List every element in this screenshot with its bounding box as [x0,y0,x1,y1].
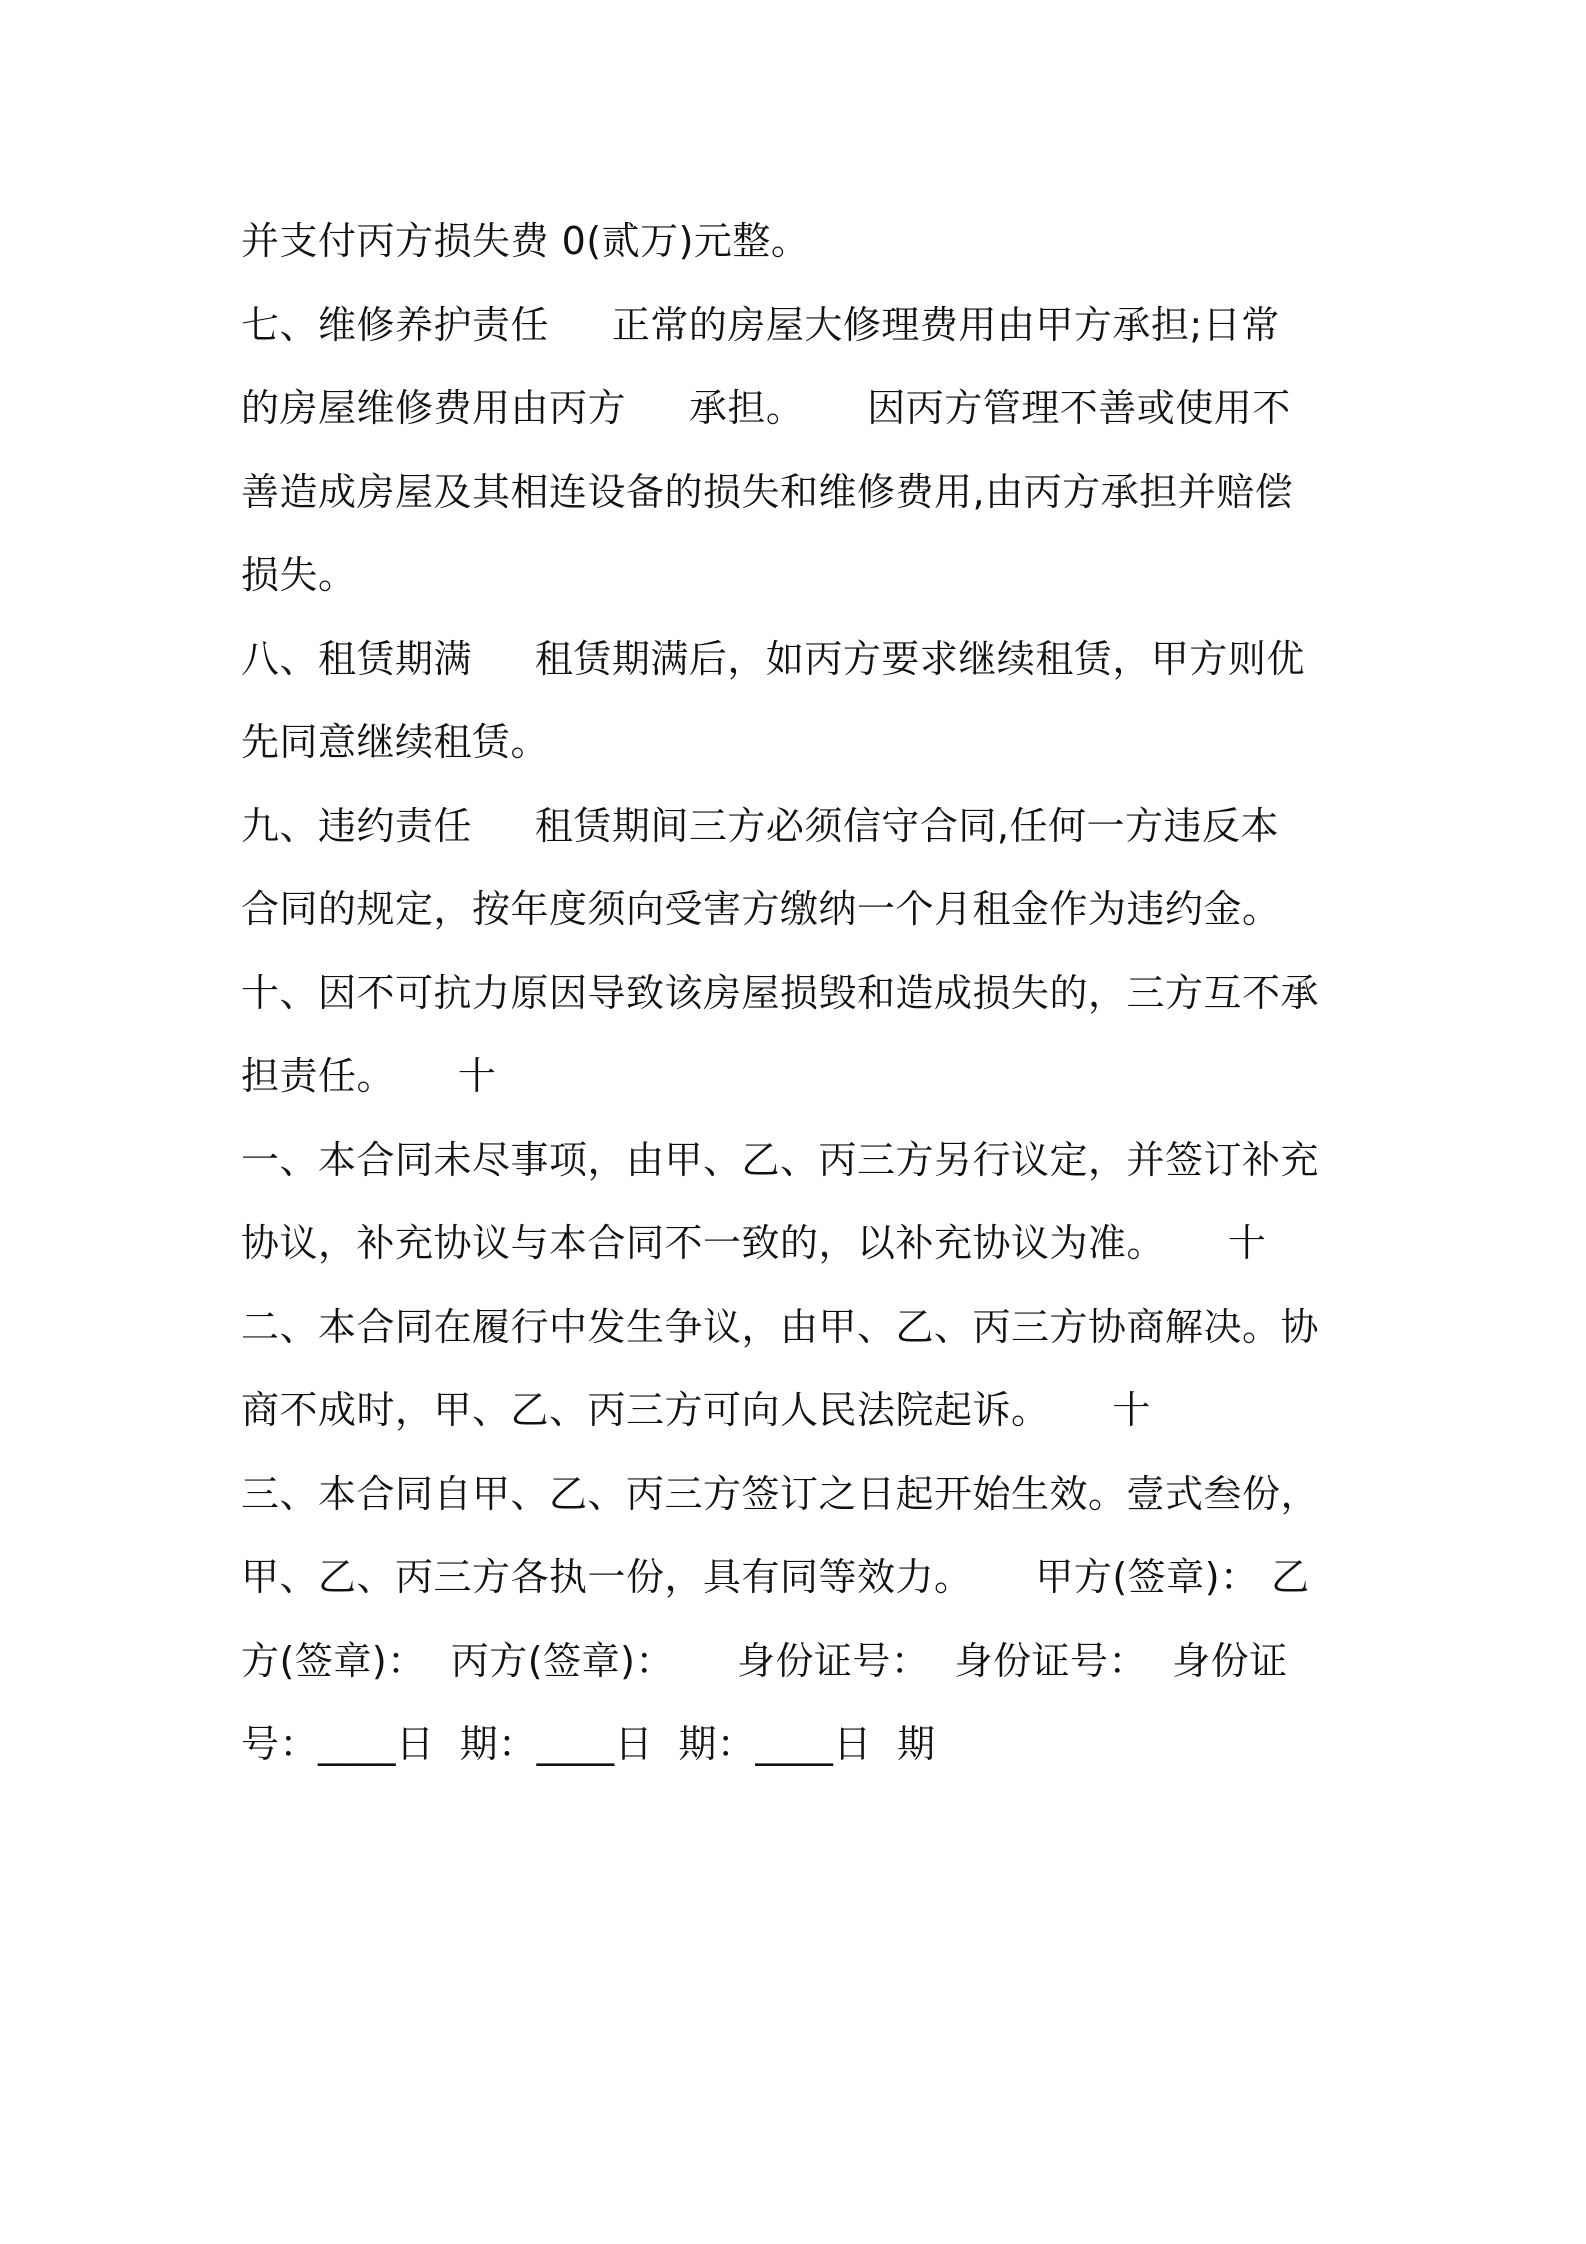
text-line: 一、本合同未尽事项，由甲、乙、丙三方另行议定，并签订补充 [241,1137,1320,1182]
text-line: 协议，补充协议与本合同不一致的，以补充协议为准。 十 [241,1221,1267,1265]
text-line: 十、因不可抗力原因导致该房屋损毁和造成损失的，三方互不承 [241,970,1320,1015]
text-line: 商不成时，甲、乙、丙三方可向人民法院起诉。 十 [241,1388,1151,1432]
text-line: 七、维修养护责任 正常的房屋大修理费用由甲方承担;日常 [241,302,1280,347]
text-line: 合同的规定，按年度须向受害方缴纳一个月租金作为违约金。 [241,887,1281,931]
text-line: 号：____日 期：____日 期：____日 期 [241,1722,936,1766]
text-line: 二、本合同在履行中发生争议，由甲、乙、丙三方协商解决。协 [241,1304,1320,1349]
text-line: 方(签章)： 丙方(签章)： 身份证号： 身份证号： 身份证 [241,1638,1288,1683]
text-line: 三、本合同自甲、乙、丙三方签订之日起开始生效。壹式叁份， [241,1471,1320,1516]
text-line: 先同意继续租赁。 [241,720,550,764]
text-line: 担责任。 十 [241,1054,497,1098]
text-line: 并支付丙方损失费 0(贰万)元整。 [241,219,810,263]
text-line: 九、违约责任 租赁期间三方必须信守合同,任何一方违反本 [241,803,1279,848]
text-line: 甲、乙、丙三方各执一份，具有同等效力。 甲方(签章)： 乙 [241,1555,1310,1599]
text-line: 的房屋维修费用由丙方 承担。 因丙方管理不善或使用不 [241,386,1291,430]
document-body [241,200,1351,1787]
text-line: 损失。 [241,553,357,597]
text-line: 八、租赁期满 租赁期满后，如丙方要求继续租赁，甲方则优 [241,636,1305,681]
text-line: 善造成房屋及其相连设备的损失和维修费用,由丙方承担并赔偿 [241,469,1294,514]
